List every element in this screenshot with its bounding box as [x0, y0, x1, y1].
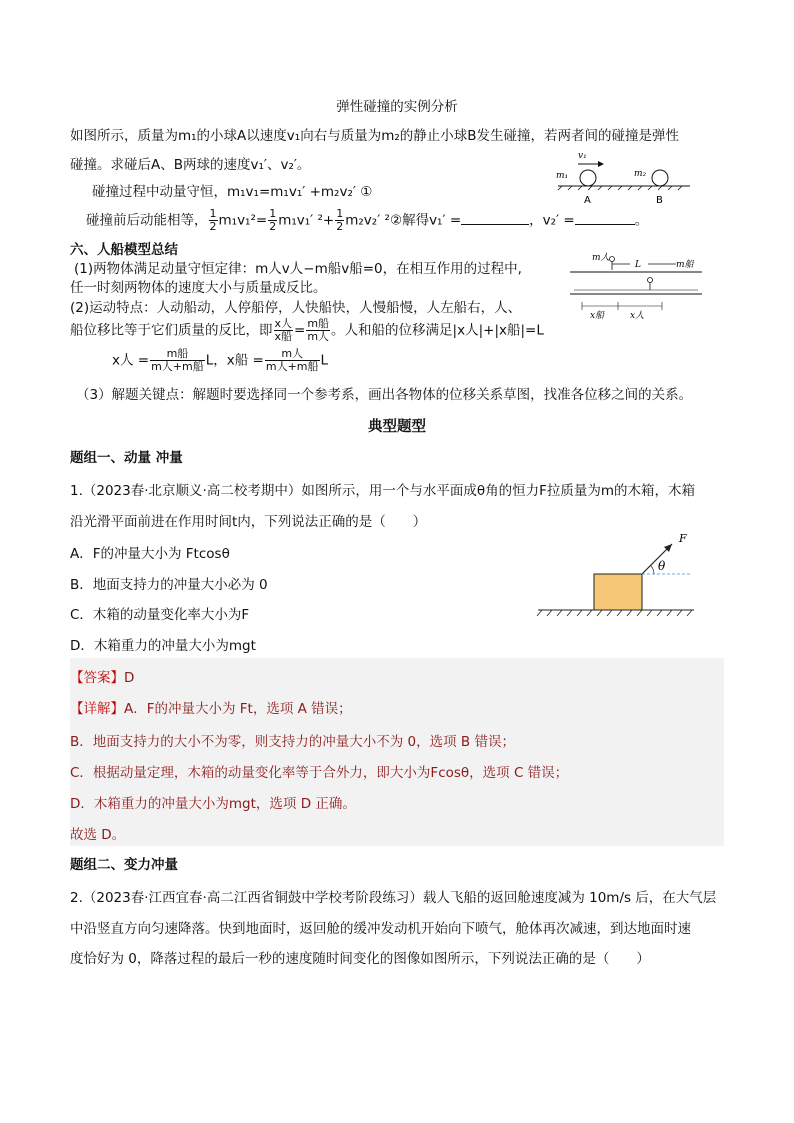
fraction-half: $\frac{1}{2}$ — [336, 207, 344, 233]
person-head — [610, 257, 615, 262]
wooden-box — [594, 574, 642, 610]
label-v1: v₁ — [578, 151, 587, 161]
person-boat-diagram — [562, 250, 712, 320]
answer-blank-v1[interactable] — [461, 212, 529, 225]
ball-b — [652, 170, 668, 186]
label-x-person: x人 — [630, 311, 645, 320]
mass-ratio: $\frac{\text{m船}}{\text{m人}}$ — [307, 317, 330, 343]
label-a: A — [584, 195, 591, 206]
label-x-boat: x船 — [590, 311, 605, 320]
detail-line-a — [70, 697, 352, 717]
displacement-ratio: $\frac{\text{x人}}{\text{x船}}$ — [274, 317, 293, 343]
option-a[interactable]: A．F的冲量大小为 Ftcosθ — [70, 546, 230, 562]
label-m-person: m人 — [592, 253, 610, 263]
ground-hatching — [558, 186, 682, 190]
collision-diagram — [550, 148, 700, 210]
label-b: B — [656, 195, 663, 206]
box-force-diagram — [532, 530, 702, 622]
problem-text-line-2: 碰撞。求碰后A、B两球的速度v₁′、v₂′。 — [70, 157, 311, 173]
question-1-line-1: 1.（2023春·北京顺义·高二校考期中）如图所示，用一个与水平面成θ角的恒力F拉质量为m的木箱，木箱 — [70, 483, 695, 499]
option-d[interactable]: D．木箱重力的冲量大小为mgt — [70, 638, 256, 654]
fraction-x-boat: $\frac{\text{m人}}{\text{m人+m船}}$ — [265, 347, 319, 373]
detail-tag: 【详解】 — [70, 701, 124, 717]
label-m1: m₁ — [556, 171, 569, 181]
heading-person-boat: 六、人船模型总结 — [70, 242, 178, 258]
momentum-equation: 碰撞过程中动量守恒，m₁v₁=m₁v₁′ +m₂v₂′ ① — [92, 184, 373, 200]
conclusion: 故选 D。 — [70, 827, 126, 843]
detail-c: C．根据动量定理，木箱的动量变化率等于合外力，即大小为Fcosθ，选项 C 错误； — [70, 765, 569, 781]
boat-displacement-formulas: x人 = $\frac{\text{m船}}{\text{m人+m船}}$ L，x船 = $\frac{\text{m人}}{\text{m人+m船}}$ L — [112, 347, 329, 373]
ball-a — [580, 170, 596, 186]
fraction-half: $\frac{1}{2}$ — [209, 207, 217, 233]
energy-lead: 碰撞前后动能相等， — [86, 212, 208, 229]
question-1-line-2: 沿光滑平面前进在作用时间t内，下列说法正确的是（ ） — [70, 514, 427, 530]
label-force: F — [679, 532, 687, 545]
label-theta: θ — [658, 559, 666, 573]
boat-point-2a: (2)运动特点：人动船动，人停船停，人快船快，人慢船慢，人左船右，人、 — [70, 300, 522, 316]
boat-point-2b-lead: 船位移比等于它们质量的反比，即 — [70, 322, 273, 339]
energy-equation: 碰撞前后动能相等， $\frac{1}{2}$ m₁v₁²= $\frac{1}{2}$ m₁v₁′ ²+ $\frac{1}{2}$ m₂v₂′ ²②解得v₁′ = ，v₂′ = 。 — [86, 207, 649, 233]
fraction-x-person: $\frac{\text{m船}}{\text{m人+m船}}$ — [151, 347, 204, 373]
fraction-half: $\frac{1}{2}$ — [269, 207, 277, 233]
answer-tag: 【答案】 — [70, 670, 124, 686]
answer-blank-v2[interactable] — [575, 212, 635, 225]
option-b[interactable]: B．地面支持力的冲量大小必为 0 — [70, 577, 268, 593]
boat-point-3: （3）解题关键点：解题时要选择同一个参考系，画出各物体的位移关系草图，找准各位移之间的关系。 — [76, 387, 693, 403]
boat-point-2b-tail: 。人和船的位移满足|x人|+|x船|=L — [331, 322, 544, 339]
boat-point-2b: 船位移比等于它们质量的反比，即 $\frac{\text{x人}}{\text{x船}}$ = $\frac{\text{m船}}{\text{m人}}$ 。人和船的位移满足|x人|+|x船|=L — [70, 317, 544, 343]
answer-value: D — [124, 670, 135, 686]
detail-a: A．F的冲量大小为 Ft，选项 A 错误； — [124, 701, 352, 717]
group-1-heading: 题组一、动量 冲量 — [70, 450, 183, 466]
answer-line — [70, 666, 134, 686]
section-title: 弹性碰撞的实例分析 — [336, 99, 458, 115]
energy-tail: ②解得v₁′ = — [389, 212, 462, 229]
angle-arc — [651, 566, 654, 574]
v2-label: ，v₂′ = — [529, 212, 575, 229]
label-L: L — [635, 260, 641, 270]
problem-text-line-1: 如图所示，质量为m₁的小球A以速度v₁向右与质量为m₂的静止小球B发生碰撞，若两者间的碰撞是弹性 — [70, 128, 680, 144]
answer-panel — [70, 658, 724, 846]
typical-problems-title: 典型题型 — [368, 419, 426, 435]
group-2-heading: 题组二、变力冲量 — [70, 857, 178, 873]
floor-hatching — [537, 610, 692, 616]
boat-point-1b: 任一时刻两物体的速度大小与质量成反比。 — [70, 280, 327, 296]
detail-b: B．地面支持力的大小不为零，则支持力的冲量大小不为 0，选项 B 错误； — [70, 734, 515, 750]
option-c[interactable]: C．木箱的动量变化率大小为F — [70, 607, 250, 623]
velocity-arrowhead — [598, 161, 604, 167]
person-head-2 — [648, 278, 653, 283]
question-2-line-1: 2.（2023春·江西宜春·高二江西省铜鼓中学校考阶段练习）载人飞船的返回舱速度减为 10m/s 后，在大气层 — [70, 890, 717, 906]
label-m2: m₂ — [634, 169, 647, 179]
question-2-line-3: 度恰好为 0，降落过程的最后一秒的速度随时间变化的图像如图所示，下列说法正确的是（ ） — [70, 951, 650, 967]
label-m-boat: m船 — [676, 260, 694, 270]
boat-point-1a: (1)两物体满足动量守恒定律：m人v人−m船v船=0，在相互作用的过程中, — [74, 261, 522, 277]
detail-d: D．木箱重力的冲量大小为mgt，选项 D 正确。 — [70, 796, 356, 812]
question-2-line-2: 中沿竖直方向匀速降落。快到地面时，返回舱的缓冲发动机开始向下喷气，舱体再次减速，到达地面时速 — [70, 921, 691, 937]
